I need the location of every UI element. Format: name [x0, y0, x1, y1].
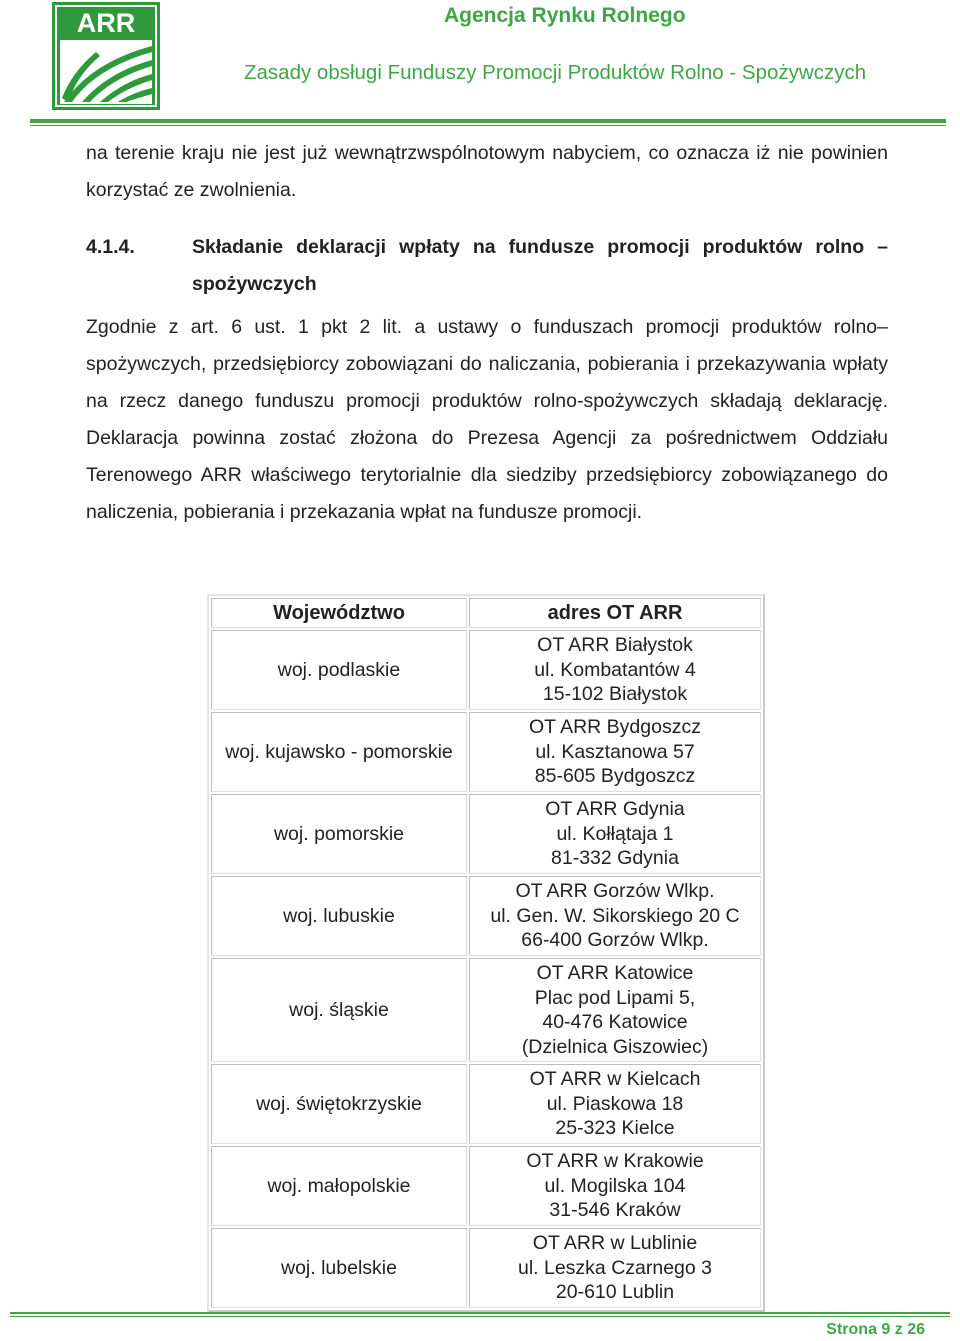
- ot-arr-address-table: [207, 594, 765, 1312]
- street: ul. Kasztanowa 57: [535, 740, 695, 763]
- address-cell: [469, 712, 761, 792]
- address-cell: [469, 1146, 761, 1226]
- office-name: OT ARR Gorzów Wlkp.: [515, 880, 715, 903]
- postal-city: 85-605 Bydgoszcz: [534, 765, 696, 788]
- postal-city: 20-610 Lublin: [555, 1281, 675, 1304]
- paragraph-declaration: Zgodnie z art. 6 ust. 1 pkt 2 lit. a ustawy o funduszach promocji produktów rolno– spożywczych, przedsiębiorcy zobowiązani do naliczania, pobierania i przekazywania wpłaty na rzecz danego funduszu promocji produktów rolno-spożywczych składają deklarację. Deklaracja powinna zostać złożona do Prezesa Agencji za pośrednictwem Oddziału Terenowego ARR właściwego terytorialnie dla siedziby przedsiębiorcy zobowiązanego do naliczenia, pobierania i przekazania wpłat na fundusze promocji.: [86, 316, 888, 523]
- office-name: OT ARR w Lublinie: [532, 1232, 698, 1255]
- table-row: [211, 794, 761, 874]
- table-header-row: [211, 598, 761, 628]
- header-adres: adres OT ARR: [469, 598, 761, 628]
- section-title: Składanie deklaracji wpłaty na fundusze promocji produktów rolno – spożywczych: [192, 236, 888, 295]
- paragraph-continuation: na terenie kraju nie jest już wewnątrzwspólnotowym nabyciem, co oznacza iż nie powinien korzystać ze zwolnienia.: [86, 142, 888, 201]
- header-divider: [30, 119, 946, 123]
- address-cell: [469, 794, 761, 874]
- street: Plac pod Lipami 5,: [534, 986, 696, 1009]
- postal-city: 81-332 Gdynia: [551, 847, 679, 870]
- address-cell: [469, 876, 761, 956]
- address-cell: [469, 1064, 761, 1144]
- office-name: OT ARR Katowice: [536, 962, 694, 984]
- table-row: [211, 1064, 761, 1144]
- address-cell: [469, 958, 761, 1062]
- street: ul. Mogilska 104: [544, 1174, 686, 1197]
- voivodeship-cell: woj. podlaskie: [211, 630, 467, 710]
- street: ul. Leszka Czarnego 3: [517, 1256, 713, 1279]
- voivodeship-cell: woj. świętokrzyskie: [211, 1064, 467, 1144]
- postal-city: 66-400 Gorzów Wlkp.: [521, 929, 709, 952]
- voivodeship-cell: woj. pomorskie: [211, 794, 467, 874]
- table-row: [211, 958, 761, 1062]
- street: ul. Kombatantów 4: [534, 658, 696, 681]
- table-row: [211, 1228, 761, 1308]
- office-name: OT ARR Bydgoszcz: [529, 716, 701, 739]
- office-name: OT ARR w Kielcach: [529, 1068, 701, 1091]
- office-name: OT ARR w Krakowie: [526, 1150, 704, 1173]
- office-name: OT ARR Gdynia: [545, 798, 685, 821]
- voivodeship-cell: woj. kujawsko - pomorskie: [211, 712, 467, 792]
- footer-divider: [10, 1312, 950, 1314]
- voivodeship-cell: woj. lubelskie: [211, 1228, 467, 1308]
- street: ul. Gen. W. Sikorskiego 20 C: [490, 904, 740, 927]
- table-row: [211, 876, 761, 956]
- address-cell: [469, 630, 761, 710]
- logo-text: ARR: [76, 8, 136, 38]
- header-divider-thin: [30, 125, 946, 126]
- table-row: [211, 1146, 761, 1226]
- agency-name: Agencja Rynku Rolnego: [444, 4, 686, 27]
- postal-city: 15-102 Białystok: [542, 683, 688, 706]
- street: ul. Kołłątaja 1: [556, 822, 674, 845]
- postal-city: 40-476 Katowice: [542, 1011, 688, 1033]
- postal-city: 31-546 Kraków: [549, 1199, 681, 1222]
- address-cell: [469, 1228, 761, 1308]
- section-number: 4.1.4.: [86, 236, 135, 258]
- voivodeship-cell: woj. śląskie: [211, 958, 467, 1062]
- district: (Dzielnica Giszowiec): [521, 1035, 709, 1058]
- postal-city: 25-323 Kielce: [555, 1117, 675, 1140]
- table-row: [211, 712, 761, 792]
- document-title: Zasady obsługi Funduszy Promocji Produktów Rolno - Spożywczych: [244, 61, 867, 84]
- office-name: OT ARR Białystok: [537, 634, 693, 657]
- voivodeship-cell: woj. małopolskie: [211, 1146, 467, 1226]
- page-number: Strona 9 z 26: [826, 1321, 925, 1338]
- table-row: [211, 630, 761, 710]
- header-wojewodztwo: Województwo: [211, 598, 467, 628]
- street: ul. Piaskowa 18: [546, 1092, 684, 1115]
- footer-divider-thin: [10, 1316, 950, 1317]
- voivodeship-cell: woj. lubuskie: [211, 876, 467, 956]
- arr-logo: [52, 2, 160, 110]
